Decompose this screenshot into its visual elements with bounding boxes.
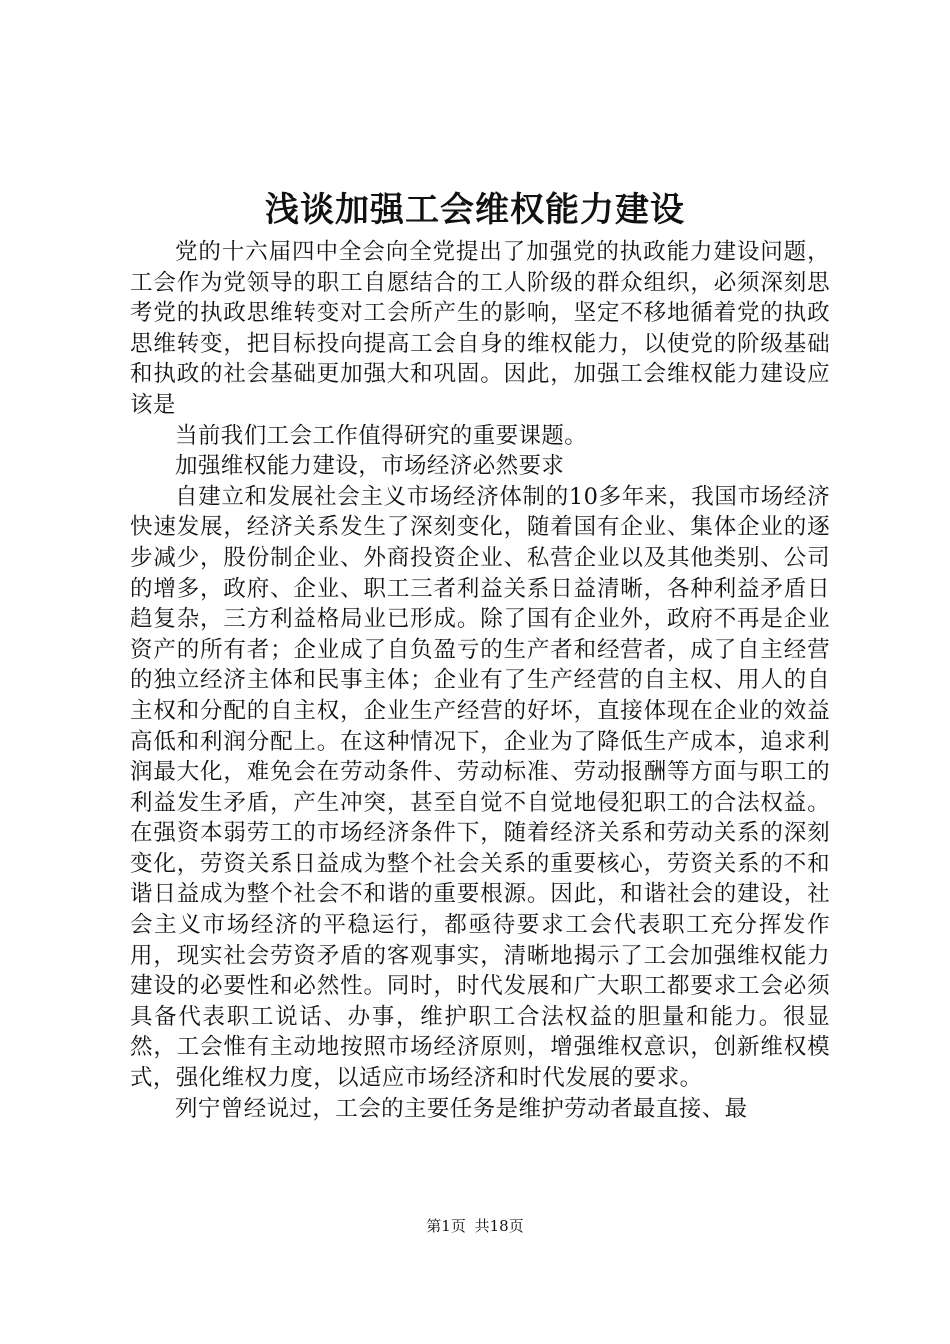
paragraph: 列宁曾经说过，工会的主要任务是维护劳动者最直接、最 <box>175 1095 748 1122</box>
paragraph: 自建立和发展社会主义市场经济体制的10多年来，我国市场经济快速发展，经济关系发生了深刻变化，随着国有企业、集体企业的逐步减少，股份制企业、外商投资企业、私营企业以及其他类别、公司的增多，政府、企业、职工三者利益关系日益清晰，各种利益矛盾日趋复杂，三方利益格局业已形成。除了国有企业外，政府不再是企业资产的所有者；企业成了自负盈亏的生产者和经营者，成了自主经营的独立经济主体和民事主体；企业有了生产经营的自主权、用人的自主权和分配的自主权，企业生产经营的好坏，直接体现在企业的效益高低和利润分配上。在这种情况下，企业为了降低生产成本，追求利润最大化，难免会在劳动条件、劳动标准、劳动报酬等方面与职工的利益发生矛盾，产生冲突，甚至自觉不自觉地侵犯职工的合法权益。在强资本弱劳工的市场经济条件下，随着经济关系和劳动关系的深刻变化，劳资关系日益成为整个社会关系的重要核心，劳资关系的不和谐日益成为整个社会不和谐的重要根源。因此，和谐社会的建设，社会主义市场经济的平稳运行，都亟待要求工会代表职工充分挥发作用，现实社会劳资矛盾的客观事实，清晰地揭示了工会加强维权能力建设的必要性和必然性。同时，时代发展和广大职工都要求工会必须具备代表职工说话、办事，维护职工合法权益的胆量和能力。很显然，工会惟有主动地按照市场经济原则，增强维权意识，创新维权模式，强化维权力度，以适应市场经济和时代发展的要求。 <box>130 483 830 1092</box>
section-heading: 加强维权能力建设，市场经济必然要求 <box>175 453 565 480</box>
document-title: 浅谈加强工会维权能力建设 <box>265 190 685 230</box>
paragraph: 党的十六届四中全会向全党提出了加强党的执政能力建设问题，工会作为党领导的职工自愿结合的工人阶级的群众组织，必须深刻思考党的执政思维转变对工会所产生的影响，坚定不移地循着党的执政思维转变，把目标投向提高工会自身的维权能力，以使党的阶级基础和执政的社会基础更加强大和巩固。因此，加强工会维权能力建设应该是 <box>130 239 830 418</box>
page-footer <box>0 1216 950 1236</box>
document-body <box>130 237 830 1124</box>
page-number: 第1页 <box>426 1217 466 1235</box>
page-total: 共18页 <box>474 1217 524 1235</box>
paragraph: 当前我们工会工作值得研究的重要课题。 <box>175 422 588 449</box>
